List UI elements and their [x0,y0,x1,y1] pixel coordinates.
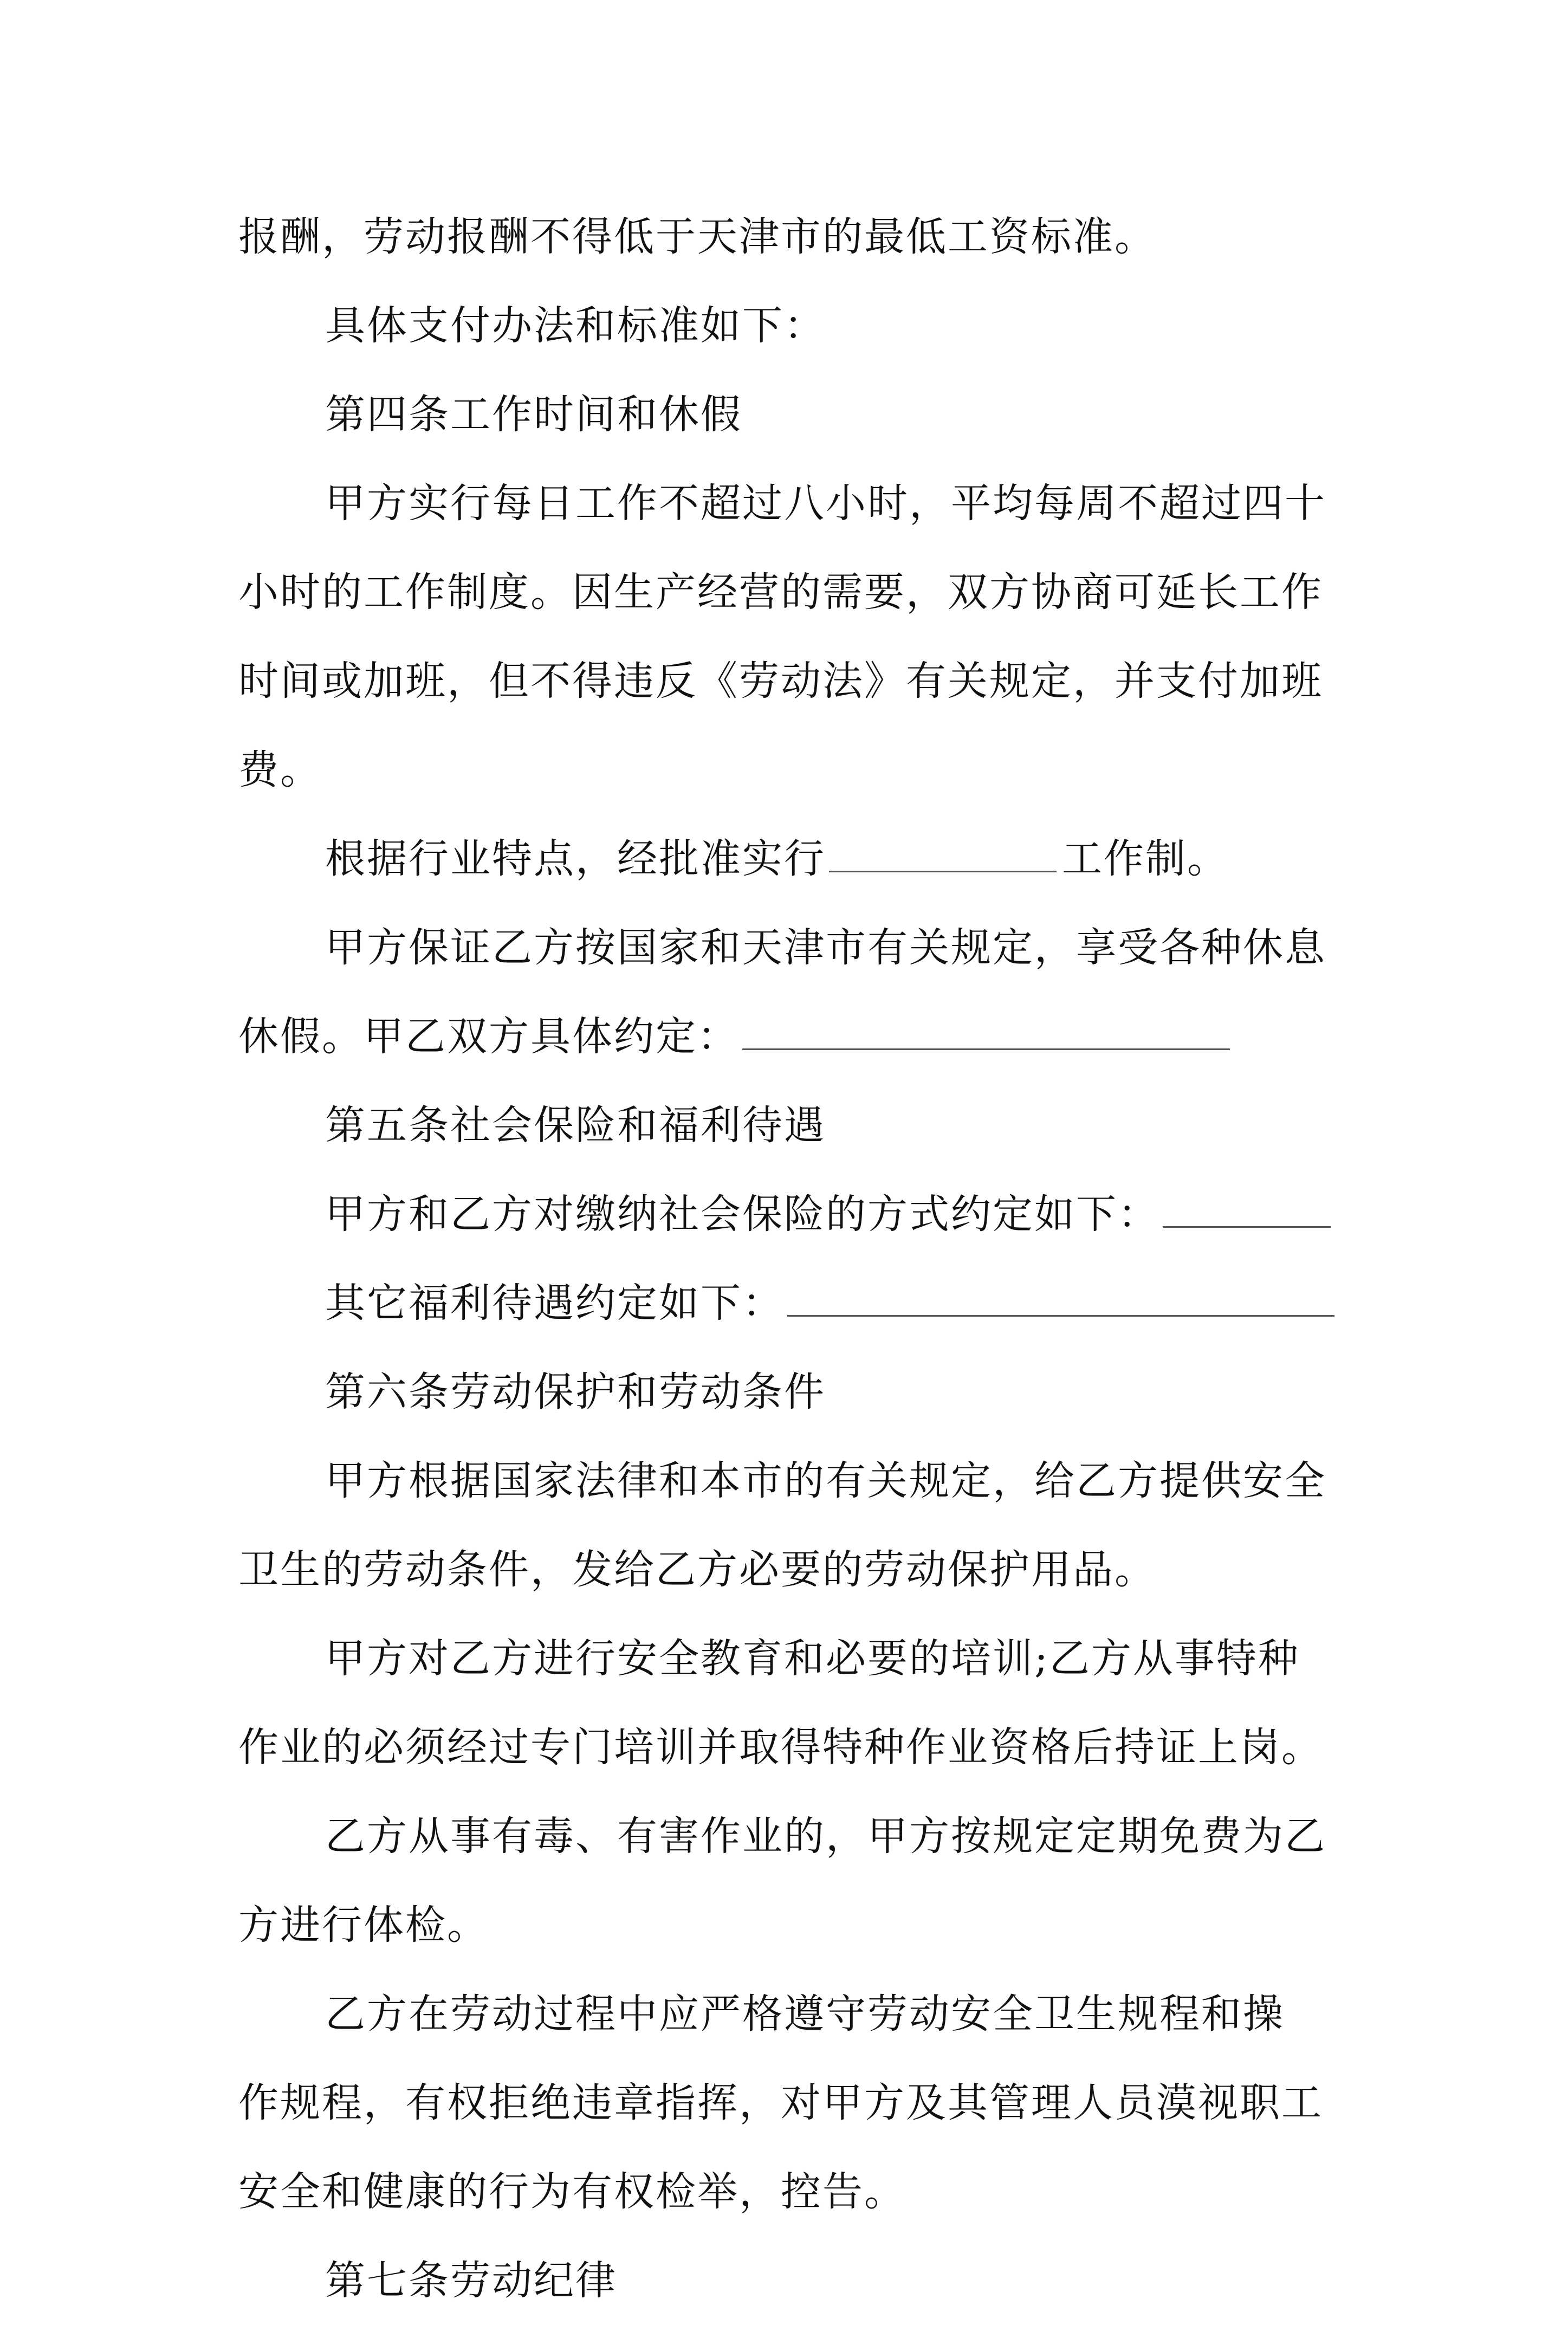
paragraph-text: 根据行业特点，经批准实行 [325,836,826,882]
paragraph-line: 甲方实行每日工作不超过八小时，平均每周不超过四十 [325,480,1326,527]
section-heading-article-5: 第五条社会保险和福利待遇 [325,1102,826,1149]
paragraph-line-with-blank [238,814,1355,903]
paragraph-text: 其它福利待遇约定如下： [325,1280,784,1326]
paragraph-line: 费。 [238,747,322,793]
paragraph-line: 小时的工作制度。因生产经营的需要，双方协商可延长工作 [238,569,1323,616]
paragraph-text: 甲方和乙方对缴纳社会保险的方式约定如下： [325,1191,1159,1238]
paragraph-line: 作业的必须经过专门培训并取得特种作业资格后持证上岗。 [238,1724,1323,1771]
paragraph-line-with-blank [238,1170,1355,1259]
paragraph-line: 甲方根据国家法律和本市的有关规定，给乙方提供安全 [325,1458,1326,1504]
section-heading-article-6: 第六条劳动保护和劳动条件 [325,1369,826,1415]
paragraph-text: 休假。甲乙双方具体约定： [238,1013,739,1060]
paragraph-line: 乙方在劳动过程中应严格遵守劳动安全卫生规程和操 [325,1991,1285,2037]
section-heading-article-7: 第七条劳动纪律 [325,2257,617,2304]
paragraph-line: 卫生的劳动条件，发给乙方必要的劳动保护用品。 [238,1546,1156,1593]
paragraph-line: 方进行体检。 [238,1902,489,1948]
document-body [238,192,1355,2325]
section-heading-article-4: 第四条工作时间和休假 [325,391,742,438]
paragraph-line: 安全和健康的行为有权检举，控告。 [238,2168,906,2215]
paragraph-line: 甲方对乙方进行安全教育和必要的培训;乙方从事特种 [325,1635,1300,1682]
paragraph-line: 报酬，劳动报酬不得低于天津市的最低工资标准。 [238,213,1156,260]
paragraph-text: 工作制。 [1062,836,1229,882]
fill-in-blank-welfare[interactable] [787,1268,1334,1317]
paragraph-line: 时间或加班，但不得违反《劳动法》有关规定，并支付加班 [238,658,1323,704]
paragraph-line: 作规程，有权拒绝违章指挥，对甲方及其管理人员漠视职工 [238,2080,1323,2126]
fill-in-blank-work-system[interactable] [829,824,1057,872]
paragraph-line: 具体支付办法和标准如下： [325,302,826,349]
paragraph-line-with-blank [238,992,1355,1081]
fill-in-blank-leave-agreement[interactable] [742,1002,1230,1050]
paragraph-line: 乙方从事有毒、有害作业的，甲方按规定定期免费为乙 [325,1813,1326,1860]
paragraph-line-with-blank [238,1259,1355,1348]
fill-in-blank-insurance[interactable] [1163,1180,1331,1228]
paragraph-line: 甲方保证乙方按国家和天津市有关规定，享受各种休息 [325,924,1326,971]
